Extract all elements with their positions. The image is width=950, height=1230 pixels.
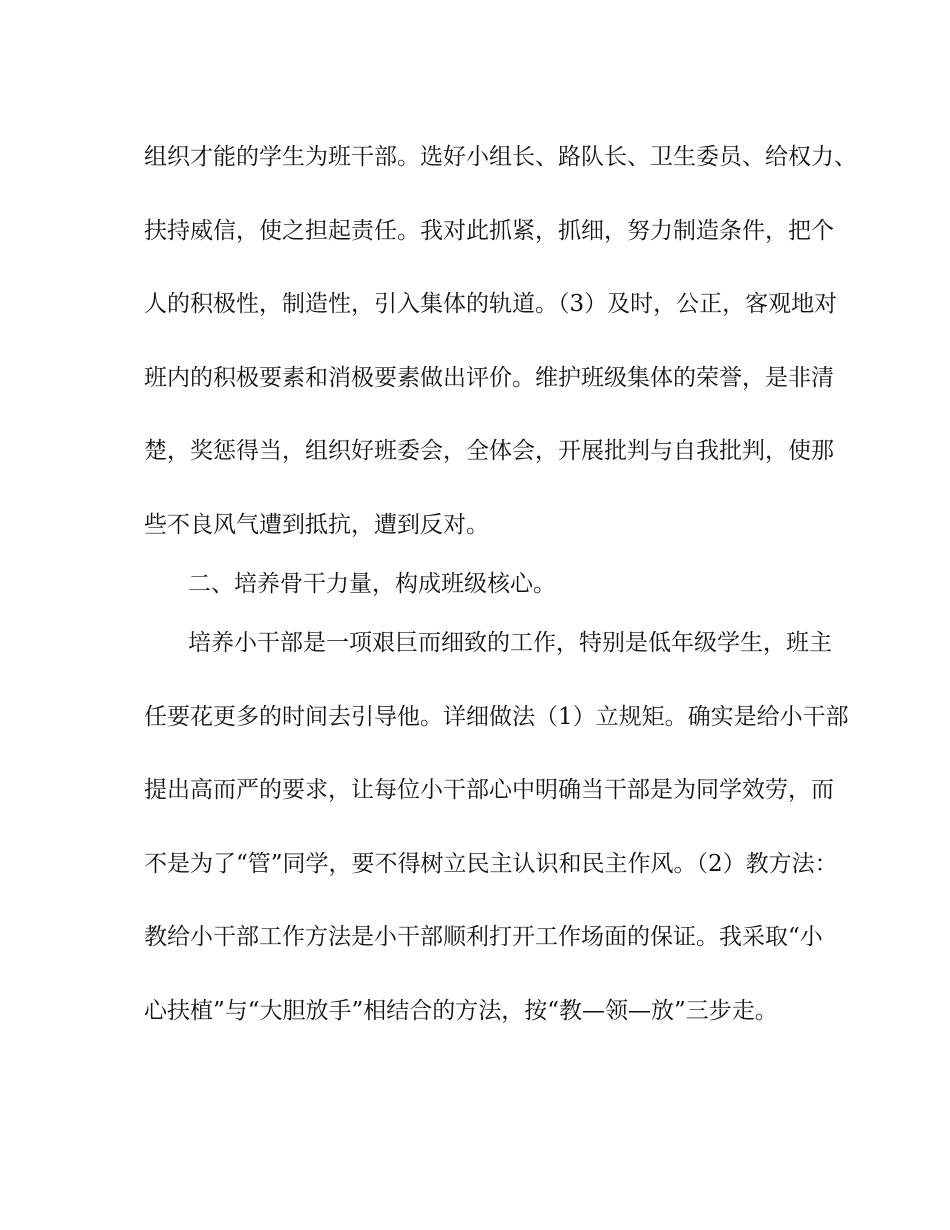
paragraph-line: 任要花更多的时间去引导他。详细做法（1）立规矩。确实是给小干部 (144, 704, 849, 730)
paragraph-line: 人的积极性，制造性，引入集体的轨道。（3）及时，公正，客观地对 (144, 291, 838, 317)
paragraph-line: 楚，奖惩得当，组织好班委会，全体会，开展批判与自我批判，使那 (144, 438, 834, 464)
paragraph-line: 组织才能的学生为班干部。选好小组长、路队长、卫生委员、给权力、 (144, 144, 857, 170)
section-heading: 二、培养骨干力量，构成班级核心。 (188, 571, 556, 597)
paragraph-line: 提出高而严的要求，让每位小干部心中明确当干部是为同学效劳，而 (144, 777, 834, 803)
paragraph-line: 些不良风气遭到抵抗，遭到反对。 (144, 512, 489, 538)
paragraph-line: 班内的积极要素和消极要素做出评价。维护班级集体的荣誉，是非清 (144, 365, 834, 391)
paragraph-line: 不是为了“管”同学，要不得树立民主认识和民主作风。（2）教方法： (144, 851, 838, 877)
paragraph-line: 培养小干部是一项艰巨而细致的工作，特别是低年级学生，班主 (188, 630, 832, 656)
paragraph-line: 心扶植”与“大胆放手”相结合的方法，按“教—领—放”三步走。 (144, 998, 778, 1024)
paragraph-line: 扶持威信，使之担起责任。我对此抓紧，抓细，努力制造条件，把个 (144, 218, 834, 244)
paragraph-line: 教给小干部工作方法是小干部顺利打开工作场面的保证。我采取“小 (144, 924, 823, 950)
